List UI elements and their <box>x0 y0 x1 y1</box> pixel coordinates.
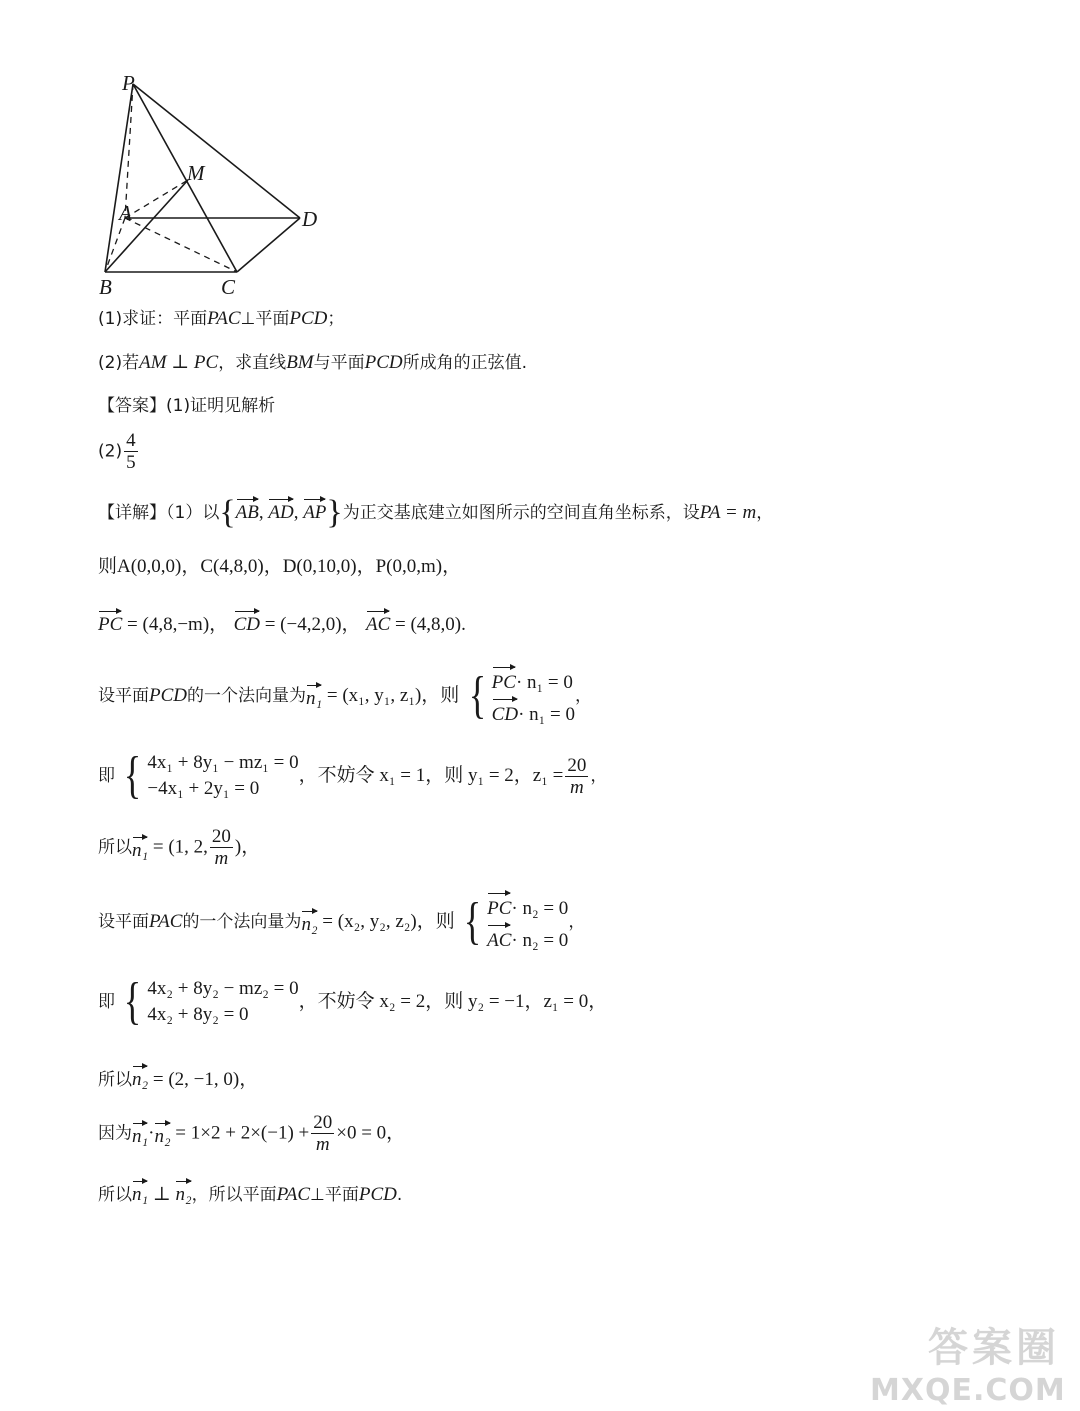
detail-line-6: 所以n₁ = (1, 2, $\frac{20}{m}$ )， <box>98 826 261 869</box>
detail-line-7: 设平面PAC的一个法向量为n₂ = (x₂, y₂, z₂)，则 { PC· n₂ = 0 AC· n₂ = 0 ， <box>98 890 585 954</box>
system-pac-normal: { PC· n₂ = 0 AC· n₂ = 0 <box>460 890 568 954</box>
answer-label: 【答案】 <box>98 396 166 416</box>
answer-fraction: $\frac{4}{5}$ <box>126 430 136 473</box>
question-2: (2)若AM ⊥ PC，求直线BM与平面PCD所成角的正弦值. <box>98 352 528 373</box>
label-b: B <box>99 275 112 299</box>
detail-line-4: 设平面PCD的一个法向量为n₁ = (x₁, y₁, z₁)，则 { PC· n₁ = 0 CD· n₁ = 0 ， <box>98 664 592 728</box>
detail-line-11: 所以n₁ ⊥ n₂，所以平面PAC⊥平面PCD. <box>98 1178 402 1206</box>
detail-line-1: 【详解】（1）以{AB, AD, AP}为正交基底建立如图所示的空间直角坐标系，设PA = m， <box>98 494 774 531</box>
system-1: { 4x₁ + 8y₁ − mz₁ = 0 −4x₁ + 2y₁ = 0 <box>124 747 299 804</box>
answer-part-2: (2) $\frac{4}{5}$ <box>98 430 136 473</box>
detail-line-2: 则A(0,0,0)，C(4,8,0)，D(0,10,0)，P(0,0,m)， <box>98 556 462 577</box>
pyramid-figure <box>95 68 335 300</box>
segment-am-hidden <box>125 180 188 218</box>
edge-ac-hidden <box>125 218 237 272</box>
label-p: P <box>122 71 135 95</box>
detail-line-10: 因为n₁·n₂ = 1×2 + 2×(−1) + $\frac{20}{m}$ ×0 = 0， <box>98 1112 406 1155</box>
system-pcd-normal: { PC· n₁ = 0 CD· n₁ = 0 <box>465 664 575 728</box>
answer-part-1: 【答案】(1)证明见解析 <box>98 396 276 416</box>
edge-pb <box>105 84 133 272</box>
detail-line-9: 所以n₂ = (2, −1, 0)， <box>98 1063 258 1091</box>
label-c: C <box>221 275 236 299</box>
detail-line-3: PC = (4,8,−m)， CD = (−4,2,0)， AC = (4,8,0). <box>98 608 466 636</box>
edge-cd <box>237 218 300 272</box>
label-a: A <box>119 201 132 225</box>
edge-pa-hidden <box>125 84 133 218</box>
watermark-logo: 答案圈 MXQE.COM <box>870 1325 1066 1408</box>
question-1: (1)求证：平面PAC⊥平面PCD； <box>98 308 345 329</box>
label-d: D <box>302 207 318 231</box>
label-m: M <box>187 161 205 185</box>
detail-label: 【详解】 <box>98 503 166 523</box>
detail-line-8: 即 { 4x₂ + 8y₂ − mz₂ = 0 4x₂ + 8y₂ = 0 ，不妨令 x₂ = 2，则 y₂ = −1，z₁ = 0， <box>98 973 608 1030</box>
edge-ab-hidden <box>105 218 125 272</box>
system-2: { 4x₂ + 8y₂ − mz₂ = 0 4x₂ + 8y₂ = 0 <box>124 973 299 1030</box>
detail-line-5: 即 { 4x₁ + 8y₁ − mz₁ = 0 −4x₁ + 2y₁ = 0 ，不妨令 x₁ = 1，则 y₁ = 2，z₁ = $\frac{20}{m}$ ， <box>98 747 608 804</box>
edge-pc <box>133 84 237 272</box>
